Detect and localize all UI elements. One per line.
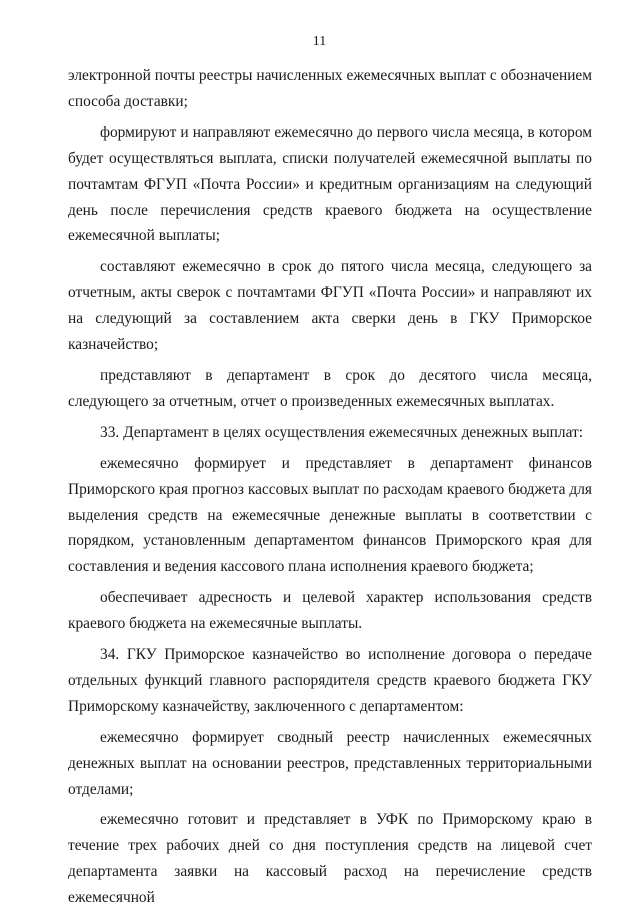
paragraph-item-33: 33. Департамент в целях осуществления ежемесячных денежных выплат: [100, 423, 584, 441]
paragraph-continuation: электронной почты реестры начисленных ежемесячных выплат с обозначением способа доставки; [68, 67, 592, 110]
paragraph-report: представляют в департамент в срок до десятого числа месяца, следующего за отчетным, отчет о произведенных ежемесячных выплатах. [68, 366, 592, 410]
paragraph-reconciliation-acts: составляют ежемесячно в срок до пятого числа месяца, следующего за отчетным, акты сверок с почтамтами ФГУП «Почта России» и направляют их на следующий за составлением акта сверки день в ГКУ Приморское казначейство; [68, 258, 592, 354]
paragraph-lists-formation: формируют и направляют ежемесячно до первого числа месяца, в котором будет осуществляться выплата, списки получателей ежемесячной выплаты по почтамтам ФГУП «Почта России» и кредитным организациям на следующий день после перечисления средств краевого бюджета на осуществление ежемесячной выплаты; [68, 123, 592, 245]
document-body [68, 63, 592, 916]
paragraph-forecast: ежемесячно формирует и представляет в департамент финансов Приморского края прогноз кассовых выплат по расходам краевого бюджета для выделения средств на ежемесячные денежные выплаты в соответствии с порядком, установленным департаментом финансов Приморского края для составления и ведения кассового плана исполнения краевого бюджета; [68, 454, 592, 576]
paragraph-item-34: 34. ГКУ Приморское казначейство во исполнение договора о передаче отдельных функций главного распорядителя средств краевого бюджета ГКУ Приморскому казначейству, заключенного с департаментом: [68, 646, 592, 715]
paragraph-summary-register: ежемесячно формирует сводный реестр начисленных ежемесячных денежных выплат на основании реестров, представленных территориальными отделами; [68, 728, 592, 798]
paragraph-targeting: обеспечивает адресность и целевой характер использования средств краевого бюджета на ежемесячные выплаты. [68, 589, 592, 633]
paragraph-cash-requests: ежемесячно готовит и представляет в УФК по Приморскому краю в течение трех рабочих дней со дня поступления средств на лицевой счет департамента заявки на кассовый расход на перечисление средств ежемесячной [68, 811, 592, 907]
page-number: 11 [312, 34, 327, 49]
